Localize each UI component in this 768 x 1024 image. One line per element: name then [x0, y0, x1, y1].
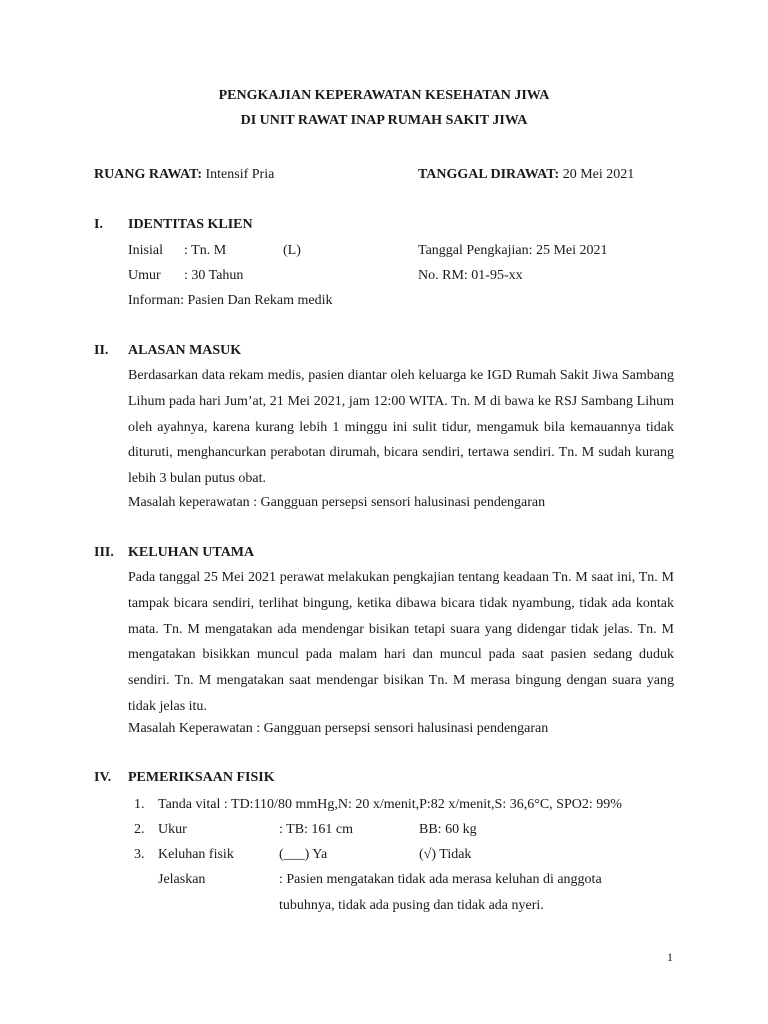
umur-value: : 30 Tahun — [184, 268, 244, 283]
ruang-rawat-label: RUANG RAWAT: — [94, 167, 202, 182]
informan: Informan: Pasien Dan Rekam medik — [128, 293, 333, 308]
section4-number: IV. — [94, 770, 112, 785]
keluhan-fisik-label: Keluhan fisik — [158, 847, 234, 862]
tinggi-badan: : TB: 161 cm — [279, 822, 354, 837]
section3-number: III. — [94, 545, 114, 560]
ruang-rawat-value: Intensif Pria — [205, 167, 275, 182]
section2-masalah: Masalah keperawatan : Gangguan persepsi sensori halusinasi pendengaran — [128, 495, 546, 510]
item1-number: 1. — [134, 797, 145, 812]
section2-paragraph: Berdasarkan data rekam medis, pasien diantar oleh keluarga ke IGD Rumah Sakit Jiwa Sambang Lihum pada hari Jum’at, 21 Mei 2021, jam 12:00 WITA. Tn. M di bawa ke RSJ Sambang Lihum oleh ayahnya, karena kurang lebih 1 minggu ini sulit tidur, mengamuk bila kemauannya tidak dituruti, menghancurkan perabotan dirumah, bicara sendiri, tertawa sendiri. Tn. M sudah kurang lebih 3 bulan putus obat. — [128, 368, 674, 487]
section1-heading: IDENTITAS KLIEN — [128, 217, 253, 232]
jelaskan-line2: tubuhnya, tidak ada pusing dan tidak ada nyeri. — [279, 898, 544, 913]
section3-masalah: Masalah Keperawatan : Gangguan persepsi sensori halusinasi pendengaran — [128, 721, 549, 736]
tanggal-dirawat-label: TANGGAL DIRAWAT: — [418, 167, 560, 182]
item3-number: 3. — [134, 847, 145, 862]
inisial-label: Inisial — [128, 243, 163, 258]
page-number: 1 — [667, 950, 673, 964]
section3-heading: KELUHAN UTAMA — [128, 545, 255, 560]
option-tidak: (√) Tidak — [419, 847, 472, 862]
tanggal-dirawat — [418, 167, 634, 183]
jelaskan-label: Jelaskan — [158, 872, 206, 887]
umur-label: Umur — [128, 268, 161, 283]
document-title-line2: DI UNIT RAWAT INAP RUMAH SAKIT JIWA — [240, 113, 528, 128]
inisial-value: : Tn. M — [184, 243, 227, 258]
section1-number: I. — [94, 217, 103, 232]
tanda-vital: Tanda vital : TD:110/80 mmHg,N: 20 x/menit,P:82 x/menit,S: 36,6°C, SPO2: 99% — [158, 797, 622, 812]
berat-badan: BB: 60 kg — [419, 822, 477, 837]
option-ya: (___) Ya — [279, 847, 328, 862]
jelaskan-line1: : Pasien mengatakan tidak ada merasa keluhan di anggota — [279, 872, 602, 887]
document-title-line1: PENGKAJIAN KEPERAWATAN KESEHATAN JIWA — [218, 88, 550, 103]
no-rm: No. RM: 01-95-xx — [418, 268, 523, 283]
inisial-sex: (L) — [283, 243, 301, 258]
section2-number: II. — [94, 343, 109, 358]
ruang-rawat — [94, 167, 274, 183]
section2-heading: ALASAN MASUK — [128, 343, 242, 358]
tanggal-dirawat-value: 20 Mei 2021 — [562, 167, 635, 182]
ukur-label: Ukur — [158, 822, 187, 837]
tanggal-pengkajian: Tanggal Pengkajian: 25 Mei 2021 — [418, 243, 608, 258]
section3-paragraph: Pada tanggal 25 Mei 2021 perawat melakukan pengkajian tentang keadaan Tn. M saat ini, Tn. M tampak bicara sendiri, terlihat bingung, ketika dibawa bicara tidak nyambung, tidak ada kontak mata. Tn. M mengatakan ada mendengar bisikan tetapi suara yang didengar tidak jelas. Tn. M mengatakan bisikkan muncul pada malam hari dan muncul pada saat pasien sedang duduk sendiri. Tn. M mengatakan saat mendengar bisikan Tn. M merasa bingung dengan suara yang tidak jelas itu. — [128, 570, 674, 714]
item2-number: 2. — [134, 822, 145, 837]
section4-heading: PEMERIKSAAN FISIK — [128, 770, 275, 785]
